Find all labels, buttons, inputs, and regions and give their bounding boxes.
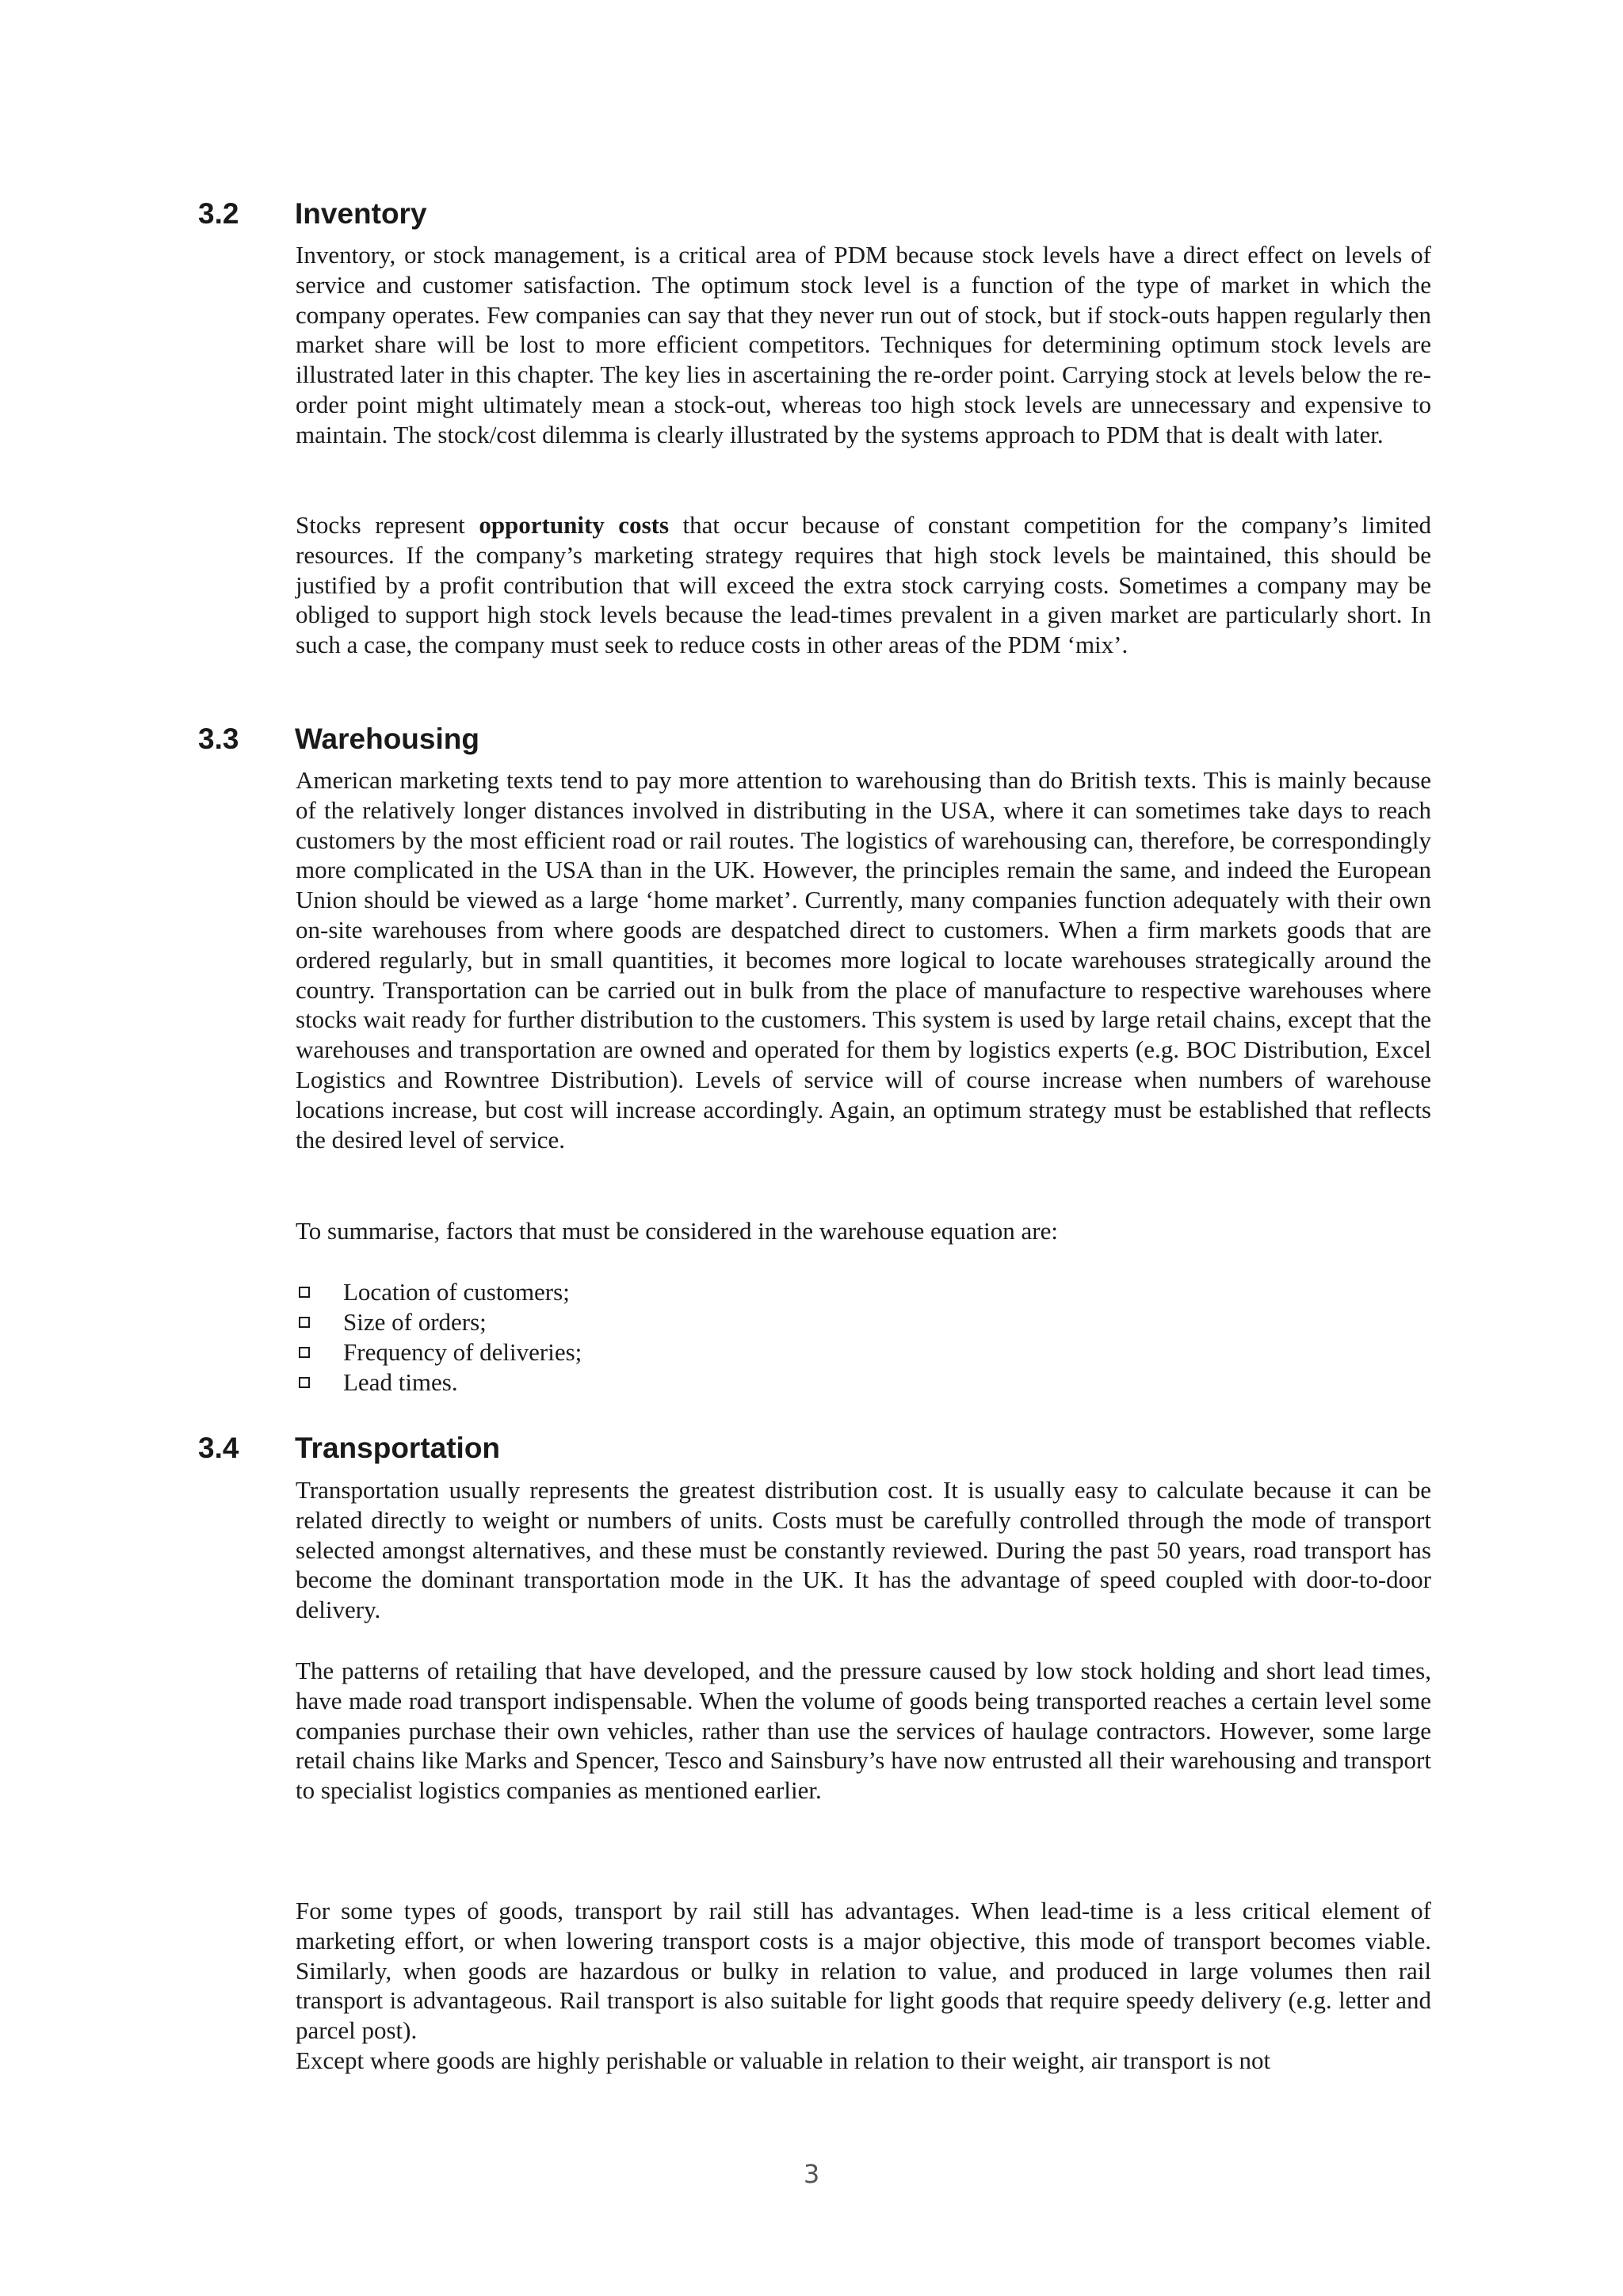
checkbox-bullet-icon	[299, 1347, 310, 1358]
paragraph: The patterns of retailing that have developed, and the pressure caused by low stock holding and short lead times, have made road transport indispensable. When the volume of goods being transported reaches a certain level some companies purchase their own vehicles, rather than use the services of haulage contractors. However, some large retail chains like Marks and Spencer, Tesco and Sainsbury’s have now entrusted all their warehousing and transport to specialist logistics companies as mentioned earlier.	[296, 1657, 1431, 1805]
paragraph: To summarise, factors that must be considered in the warehouse equation are:	[296, 1217, 1058, 1245]
paragraph: For some types of goods, transport by rail still has advantages. When lead-time is a less critical element of marketing effort, or when lowering transport costs is a major objective, this mode of transport becomes viable. Similarly, when goods are hazardous or bulky in relation to value, and produced in large volumes then rail transport is advantageous. Rail transport is also suitable for light goods that require speedy delivery (e.g. letter and parcel post).	[296, 1897, 1431, 2045]
section-heading-warehousing	[198, 722, 479, 757]
section-heading-inventory	[198, 196, 427, 231]
checkbox-bullet-icon	[299, 1317, 310, 1328]
page-number: 3	[803, 2159, 820, 2189]
paragraph: Inventory, or stock management, is a critical area of PDM because stock levels have a direct effect on levels of service and customer satisfaction. The optimum stock level is a function of the type of market in which the company operates. Few companies can say that they never run out of stock, but if stock-outs happen regularly then market share will be lost to more efficient competitors. Techniques for determining optimum stock levels are illustrated later in this chapter. The key lies in ascertaining the re-order point. Carrying stock at levels below the re-order point might ultimately mean a stock-out, whereas too high stock levels are unnecessary and expensive to maintain. The stock/cost dilemma is clearly illustrated by the systems approach to PDM that is dealt with later.	[296, 241, 1431, 448]
section-number: 3.3	[198, 723, 239, 755]
section-number: 3.4	[198, 1432, 239, 1464]
paragraph: Stocks represent opportunity costs that occur because of constant competition for the company’s limited resources. If the company’s marketing strategy requires that high stock levels be maintained, this should be justified by a profit contribution that will exceed the extra stock carrying costs. Sometimes a company may be obliged to support high stock levels because the lead-times prevalent in a given market are particularly short. In such a case, the company must seek to reduce costs in other areas of the PDM ‘mix’.	[296, 511, 1431, 659]
paragraph: Except where goods are highly perishable or valuable in relation to their weight, air transport is not	[296, 2046, 1271, 2074]
bullet-list	[296, 1277, 582, 1398]
list-item: Size of orders;	[296, 1307, 582, 1337]
section-number: 3.2	[198, 197, 239, 230]
list-item: Location of customers;	[296, 1277, 582, 1307]
list-item: Frequency of deliveries;	[296, 1337, 582, 1367]
section-title: Transportation	[295, 1432, 501, 1464]
paragraph: American marketing texts tend to pay more attention to warehousing than do British texts. This is mainly because of the relatively longer distances involved in distributing in the USA, where it can sometimes take days to reach customers by the most efficient road or rail routes. The logistics of warehousing can, therefore, be correspondingly more complicated in the USA than in the UK. However, the principles remain the same, and indeed the European Union should be viewed as a large ‘home market’. Currently, many companies function adequately with their own on-site warehouses from where goods are despatched direct to customers. When a firm markets goods that are ordered regularly, but in small quantities, it becomes more logical to locate warehouses strategically around the country. Transportation can be carried out in bulk from the place of manufacture to respective warehouses where stocks wait ready for further distribution to the customers. This system is used by large retail chains, except that the warehouses and transportation are owned and operated for them by logistics experts (e.g. BOC Distribution, Excel Logistics and Rowntree Distribution). Levels of service will of course increase when numbers of warehouse locations increase, but cost will increase accordingly. Again, an optimum strategy must be established that reflects the desired level of service.	[296, 766, 1431, 1154]
emphasis-term: opportunity costs	[479, 511, 670, 539]
section-title: Warehousing	[295, 723, 479, 755]
section-heading-transportation	[198, 1431, 500, 1466]
checkbox-bullet-icon	[299, 1377, 310, 1388]
paragraph: Transportation usually represents the greatest distribution cost. It is usually easy to calculate because it can be related directly to weight or numbers of units. Costs must be carefully controlled through the mode of transport selected amongst alternatives, and these must be constantly reviewed. During the past 50 years, road transport has become the dominant transportation mode in the UK. It has the advantage of speed coupled with door-to-door delivery.	[296, 1476, 1431, 1624]
list-item: Lead times.	[296, 1367, 582, 1398]
checkbox-bullet-icon	[299, 1287, 310, 1298]
section-title: Inventory	[295, 197, 427, 230]
